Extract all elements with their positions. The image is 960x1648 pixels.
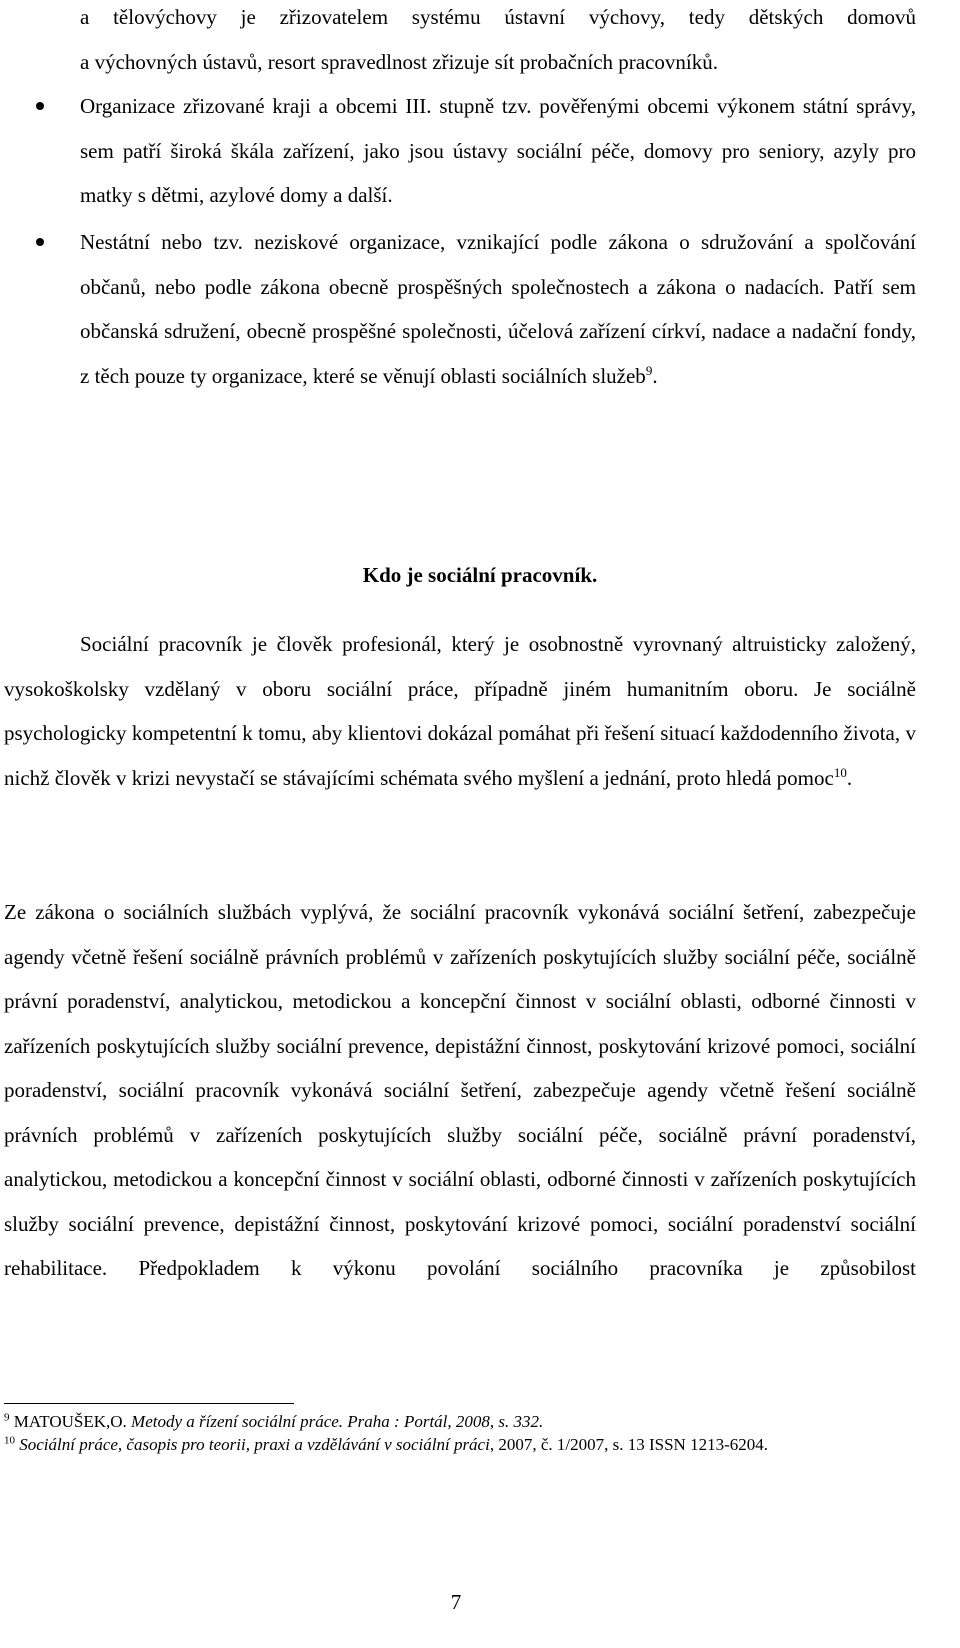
bullet-item: [80, 84, 916, 218]
bullet-item: [80, 220, 916, 398]
footnote: [4, 1410, 916, 1433]
bullet-text: Nestátní nebo tzv. neziskové organizace, vznikající podle zákona o sdružování a spolčování občanů, nebo podle zákona obecně prospěšných společnostech a zákona o nadacích. Patří sem občanská sdružení, obecně prospěšné společnosti, účelová zařízení církví, nadace a nadační fondy, z těch pouze ty organizace, které se věnují oblasti sociálních služeb: [80, 230, 916, 388]
paragraph-end: .: [846, 765, 853, 790]
continuation-line: a tělovýchovy je zřizovatelem systému ústavní výchovy, tedy dětských domovů: [80, 5, 916, 29]
paragraph-text: Sociální pracovník je člověk profesionál, který je osobnostně vyrovnaný altruisticky založený, vysokoškolsky vzdělaný v oboru sociální práce, případně jiném humanitním oboru. Je sociálně psychologicky kompetentní k tomu, aby klientovi dokázal pomáhat při řešení situací každodenního života, v nichž člověk v krizi nevystačí se stávajícími schémata svého myšlení a jednání, proto hledá pomoc: [4, 632, 916, 790]
footnote-number: 9: [4, 1411, 10, 1424]
paragraph-body: [4, 622, 916, 800]
continuation-text: [80, 0, 916, 84]
continuation-line: a výchovných ústavů, resort spravedlnost zřizuje sít probačních pracovníků.: [80, 49, 718, 74]
footnote-ref[interactable]: 9: [645, 362, 653, 378]
bullet-end: .: [652, 363, 658, 388]
footnote-author: MATOUŠEK,O.: [13, 1412, 132, 1431]
bullet-dot-icon: [36, 238, 44, 246]
footnote-number: 10: [4, 1434, 15, 1447]
footnote-title: Metody a řízení sociální práce. Praha : Portál, 2008, s. 332.: [131, 1412, 544, 1431]
paragraph: [4, 622, 916, 800]
section-heading: Kdo je sociální pracovník.: [362, 563, 598, 587]
page-number: 7: [450, 1590, 462, 1614]
footnote-divider: [4, 1403, 294, 1404]
footnote-rest: , 2007, č. 1/2007, s. 13 ISSN 1213-6204.: [489, 1435, 768, 1454]
bullet-dot-icon: [36, 102, 44, 110]
footnote: [4, 1433, 916, 1456]
footnote-ref[interactable]: 10: [833, 764, 847, 780]
footnote-title: Sociální práce, časopis pro teorii, praxi a vzdělávání v sociální práci: [19, 1435, 490, 1454]
paragraph: [4, 890, 916, 1291]
footnotes: [4, 1410, 916, 1456]
paragraph-text: Ze zákona o sociálních službách vyplývá, že sociální pracovník vykonává sociální šetření, zabezpečuje agendy včetně řešení sociálně právních problémů v zařízeních poskytujících služby sociální péče, sociálně právní poradenství, analytickou, metodickou a koncepční činnost v sociální oblasti, odborné činnosti v zařízeních poskytujících služby sociální prevence, depistážní činnost, poskytování krizové pomoci, sociální poradenství, sociální pracovník vykonává sociální šetření, zabezpečuje agendy včetně řešení sociálně právních problémů v zařízeních poskytujících služby sociální péče, sociálně právní poradenství, analytickou, metodickou a koncepční činnost v sociální oblasti, odborné činnosti v zařízeních poskytujících služby sociální prevence, depistážní činnost, poskytování krizové pomoci, sociální poradenství sociální rehabilitace. Předpokladem k výkonu povolání sociálního pracovníka je způsobilost: [4, 900, 916, 1280]
bullet-text: Organizace zřizované kraji a obcemi III. stupně tzv. pověřenými obcemi výkonem státní správy, sem patří široká škála zařízení, jako jsou ústavy sociální péče, domovy pro seniory, azyly pro matky s dětmi, azylové domy a další.: [80, 94, 916, 207]
